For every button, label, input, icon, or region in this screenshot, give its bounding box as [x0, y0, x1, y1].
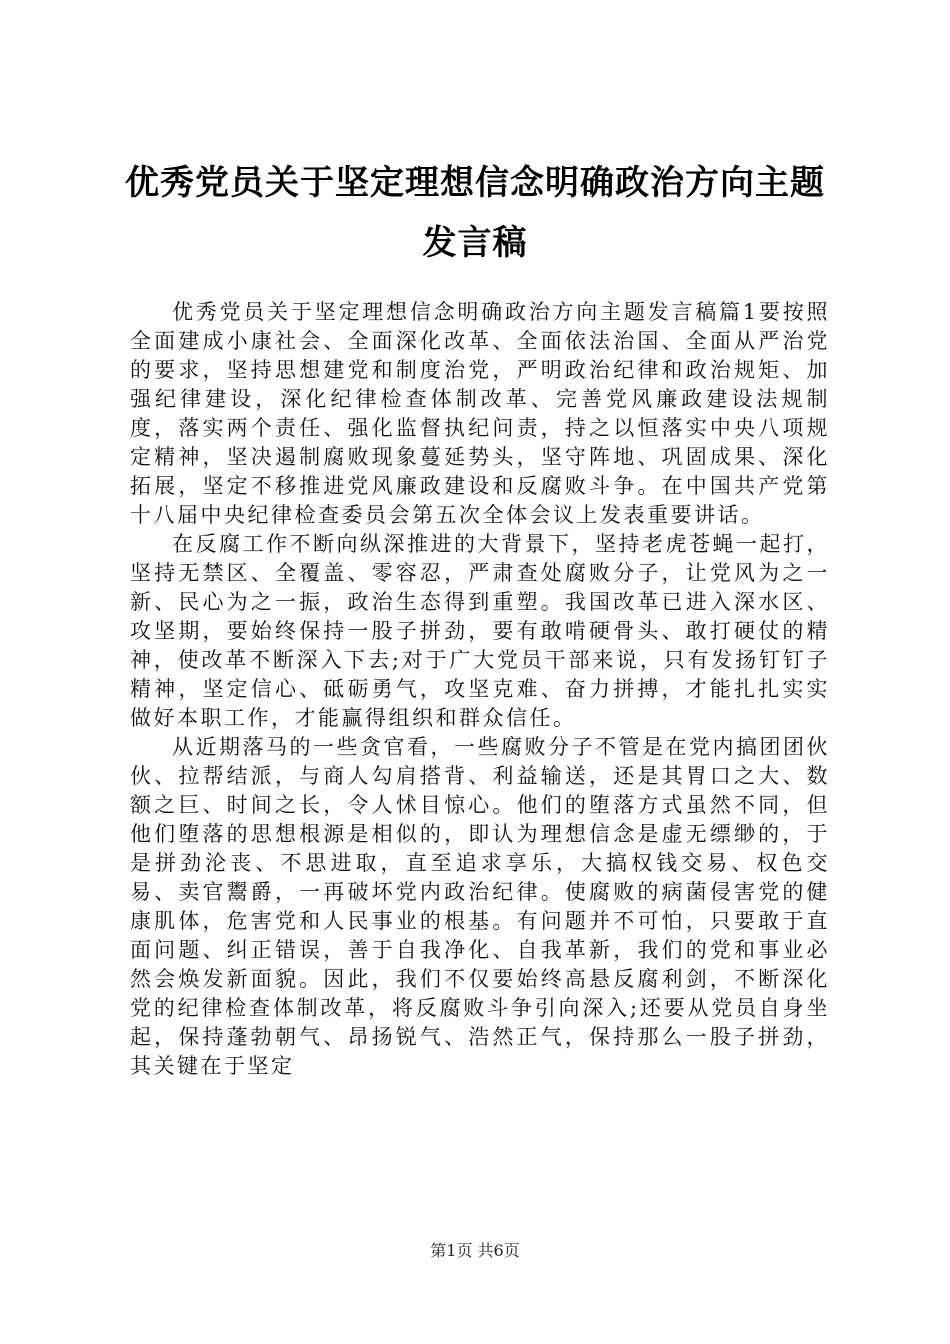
document-title-line-2: 发言稿 [422, 223, 528, 263]
document-body [130, 298, 830, 1081]
document-title-line-1: 优秀党员关于坚定理想信念明确政治方向主题 [125, 163, 825, 203]
paragraph-1: 优秀党员关于坚定理想信念明确政治方向主题发言稿篇1要按照全面建成小康社会、全面深化改革、全面依法治国、全面从严治党的要求，坚持思想建党和制度治党，严明政治纪律和政治规矩、加强纪律建设，深化纪律检查体制改革、完善党风廉政建设法规制度，落实两个责任、强化监督执纪问责，持之以恒落实中央八项规定精神，坚决遏制腐败现象蔓延势头，坚守阵地、巩固成果、深化拓展，坚定不移推进党风廉政建设和反腐败斗争。在中国共产党第十八届中央纪律检查委员会第五次全体会议上发表重要讲话。 [130, 300, 830, 527]
page-footer: 第1页 共6页 [430, 1241, 520, 1260]
paragraph-2: 在反腐工作不断向纵深推进的大背景下，坚持老虎苍蝇一起打，坚持无禁区、全覆盖、零容忍，严肃查处腐败分子，让党风为之一新、民心为之一振，政治生态得到重塑。我国改革已进入深水区、攻坚期，要始终保持一股子拼劲，要有敢啃硬骨头、敢打硬仗的精神，使改革不断深入下去;对于广大党员干部来说，只有发扬钉钉子精神，坚定信心、砥砺勇气，攻坚克难、奋力拼搏，才能扎扎实实做好本职工作，才能赢得组织和群众信任。 [130, 532, 830, 730]
paragraph-3: 从近期落马的一些贪官看，一些腐败分子不管是在党内搞团团伙伙、拉帮结派，与商人勾肩搭背、利益输送，还是其胃口之大、数额之巨、时间之长，令人怵目惊心。他们的堕落方式虽然不同，但他们堕落的思想根源是相似的，即认为理想信念是虚无缥缈的，于是拼劲沦丧、不思进取，直至追求享乐，大搞权钱交易、权色交易、卖官鬻爵，一再破坏党内政治纪律。使腐败的病菌侵害党的健康肌体，危害党和人民事业的根基。有问题并不可怕，只要敢于直面问题、纠正错误，善于自我净化、自我革新，我们的党和事业必然会焕发新面貌。因此，我们不仅要始终高悬反腐利剑，不断深化党的纪律检查体制改革，将反腐败斗争引向深入;还要从党员自身坐起，保持蓬勃朝气、昂扬锐气、浩然正气，保持那么一股子拼劲，其关键在于坚定 [130, 735, 830, 1078]
